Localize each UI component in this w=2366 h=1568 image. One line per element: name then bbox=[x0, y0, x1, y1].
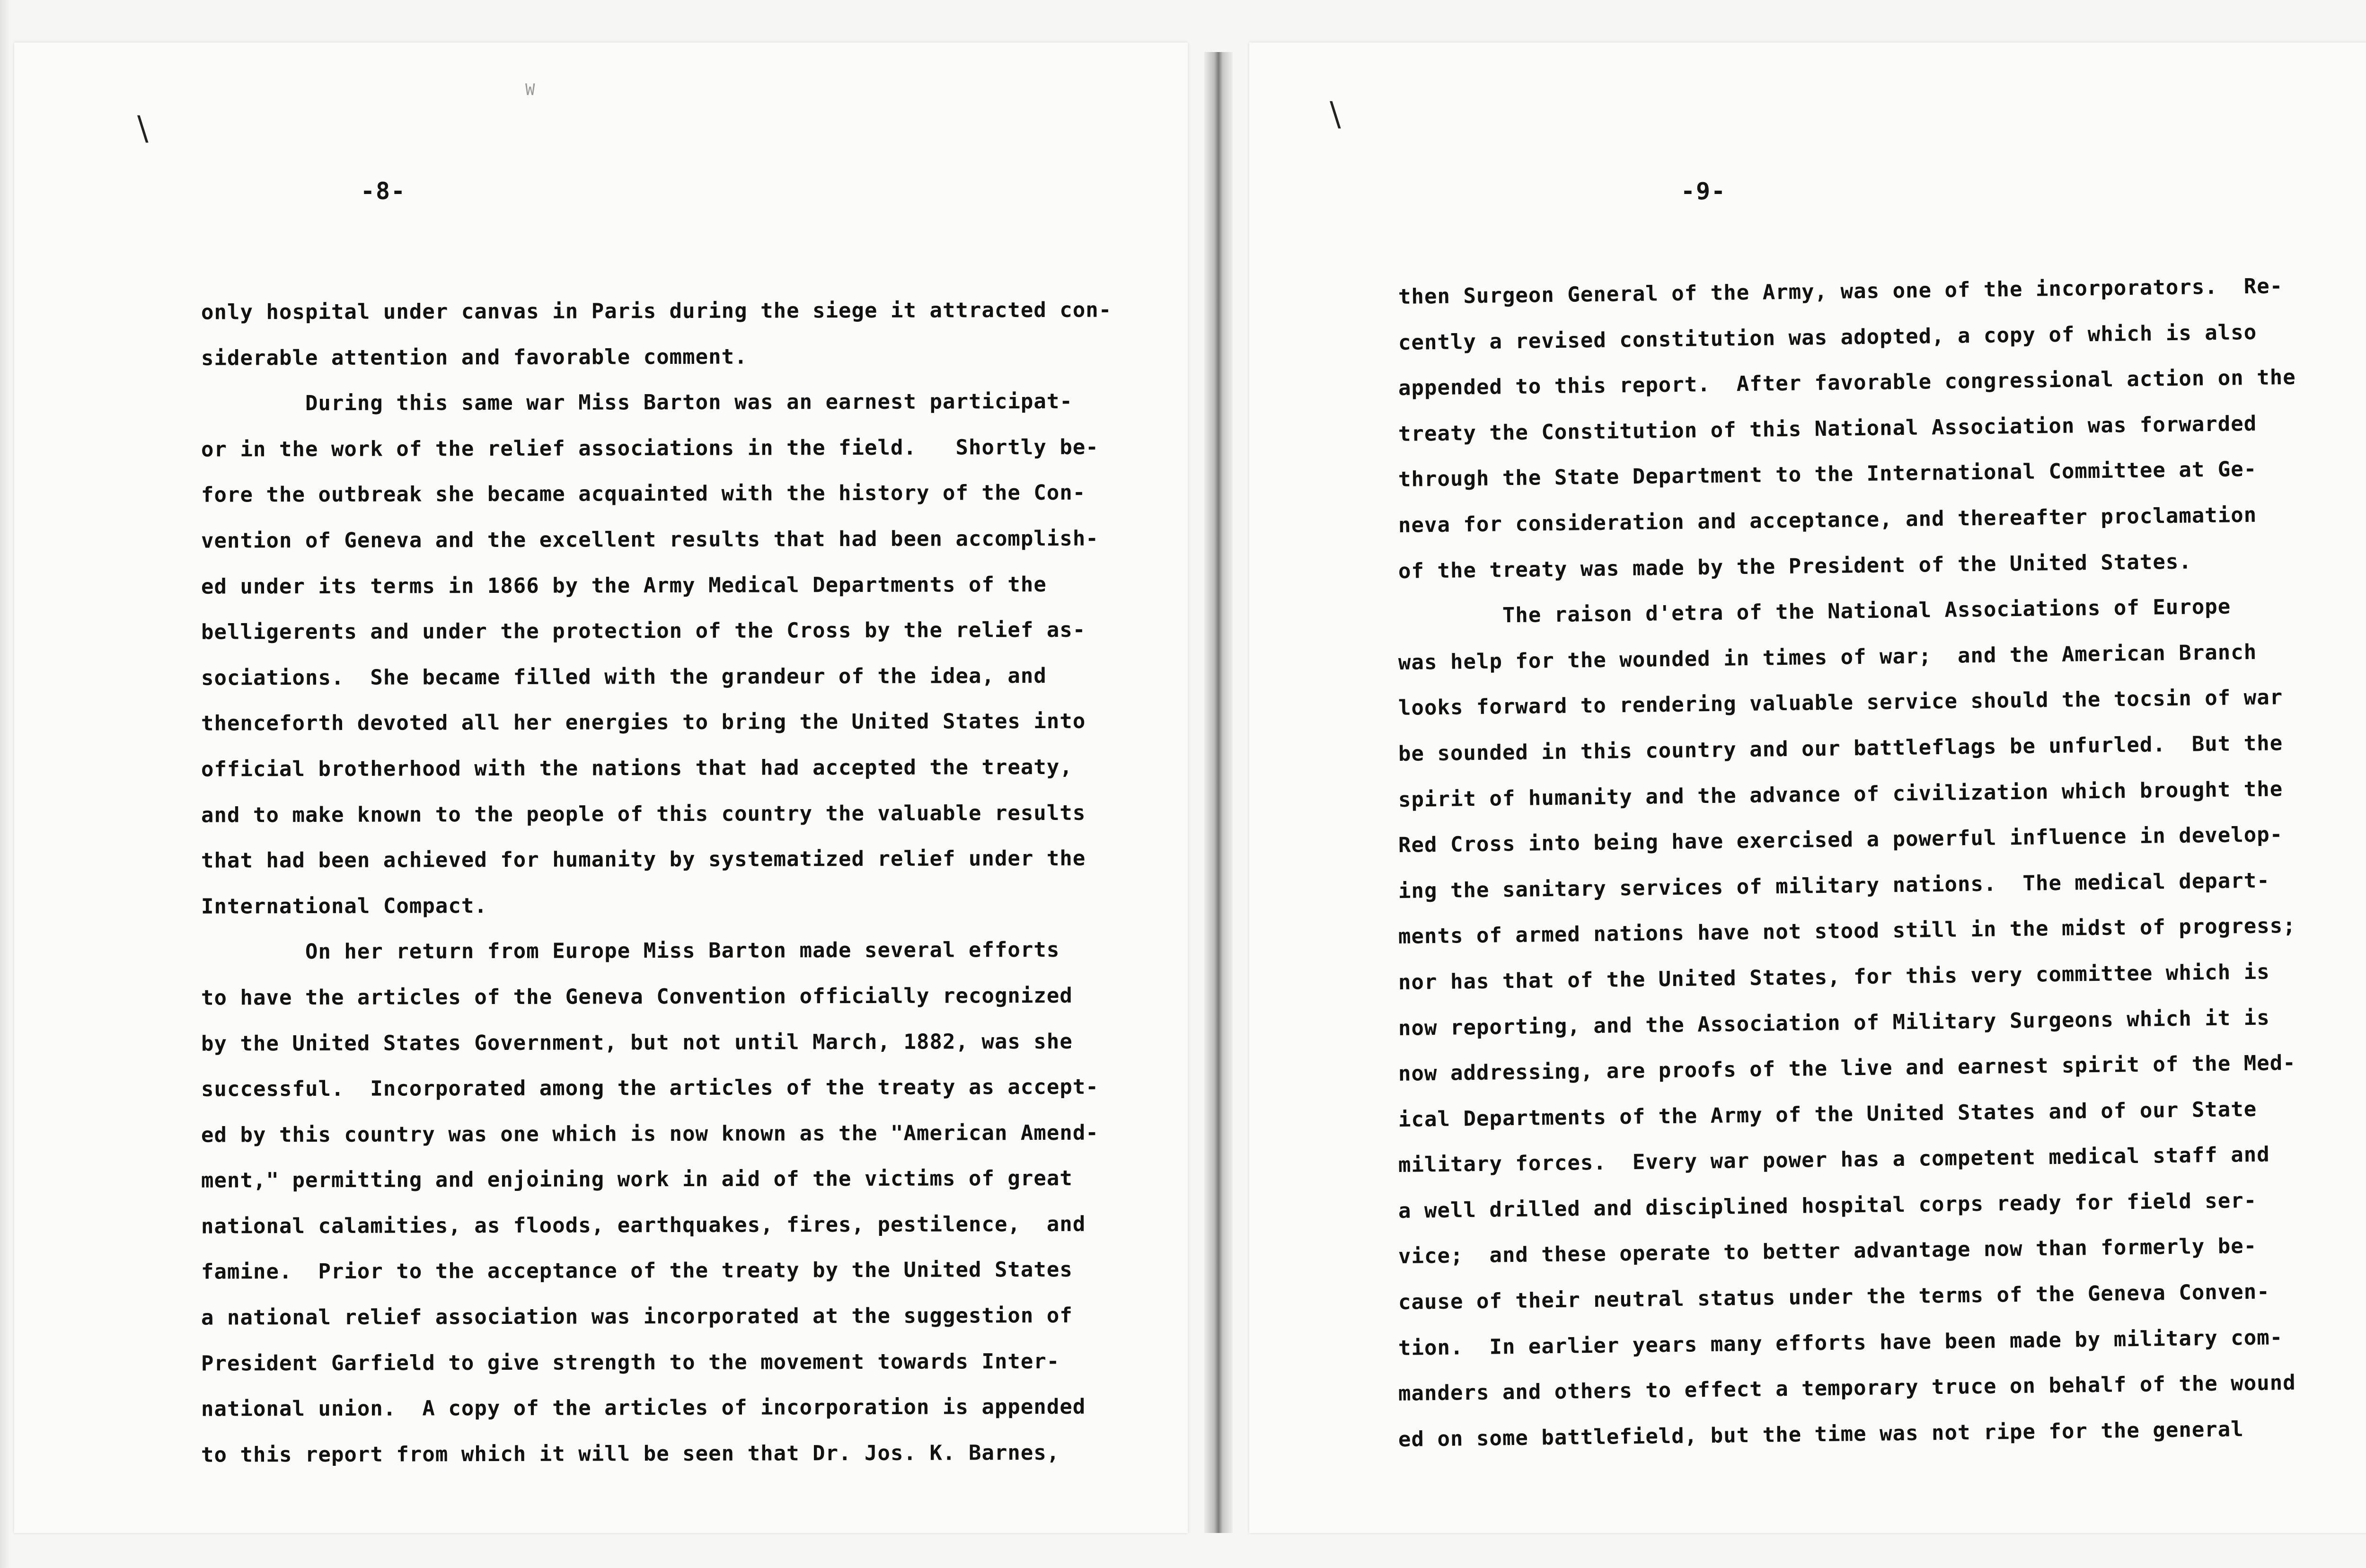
page-number: -8- bbox=[360, 177, 406, 205]
text-line: ments of armed nations have not stood still in the midst of progress; bbox=[1398, 914, 2296, 949]
text-line: manders and others to effect a temporary truce on behalf of the wound bbox=[1398, 1371, 2296, 1406]
page-8 bbox=[14, 43, 1188, 1533]
text-line: official brotherhood with the nations that had accepted the treaty, bbox=[201, 755, 1073, 782]
text-line: ing the sanitary services of military nations. The medical depart- bbox=[1398, 868, 2270, 903]
text-line: ment," permitting and enjoining work in aid of the victims of great bbox=[201, 1166, 1073, 1193]
book-gutter bbox=[1204, 52, 1233, 1533]
text-line: of the treaty was made by the President of the United States. bbox=[1398, 549, 2192, 583]
text-line: tion. In earlier years many efforts have been made by military com- bbox=[1398, 1325, 2283, 1360]
text-line: ed on some battlefield, but the time was not ripe for the general bbox=[1398, 1417, 2244, 1452]
text-line: was help for the wounded in times of war; and the American Branch bbox=[1398, 640, 2257, 675]
body-text bbox=[1398, 274, 2345, 1462]
page-number: -9- bbox=[1680, 177, 1727, 205]
text-line: that had been achieved for humanity by systematized relief under the bbox=[201, 846, 1086, 873]
text-line: On her return from Europe Miss Barton made several efforts bbox=[201, 938, 1060, 964]
text-line: by the United States Government, but not until March, 1882, was she bbox=[201, 1029, 1073, 1056]
text-line: belligerents and under the protection of the Cross by the relief as- bbox=[201, 617, 1086, 644]
text-line: During this same war Miss Barton was an earnest participat- bbox=[201, 389, 1073, 416]
text-line: and to make known to the people of this country the valuable results bbox=[201, 801, 1086, 828]
text-line: International Compact. bbox=[201, 893, 487, 919]
text-line: Red Cross into being have exercised a powerful influence in develop- bbox=[1398, 822, 2283, 858]
text-line: ed under its terms in 1866 by the Army Medical Departments of the bbox=[201, 572, 1047, 599]
text-line: be sounded in this country and our battleflags be unfurled. But the bbox=[1398, 731, 2283, 766]
text-line: only hospital under canvas in Paris during the siege it attracted con- bbox=[201, 298, 1112, 325]
text-line: spirit of humanity and the advance of civilization which brought the bbox=[1398, 776, 2283, 812]
text-line: a national relief association was incorporated at the suggestion of bbox=[201, 1303, 1073, 1330]
text-line: or in the work of the relief associations in the field. Shortly be- bbox=[201, 435, 1099, 462]
text-line: through the State Department to the International Committee at Ge- bbox=[1398, 457, 2257, 492]
text-line: ical Departments of the Army of the United States and of our State bbox=[1398, 1097, 2257, 1132]
text-line: fore the outbreak she became acquainted with the history of the Con- bbox=[201, 481, 1086, 507]
text-line: national union. A copy of the articles of incorporation is appended bbox=[201, 1394, 1086, 1421]
text-line: cause of their neutral status under the terms of the Geneva Conven- bbox=[1398, 1279, 2270, 1315]
text-line: cently a revised constitution was adopted, a copy of which is also bbox=[1398, 320, 2257, 355]
text-line: vice; and these operate to better advantage now than formerly be- bbox=[1398, 1234, 2257, 1269]
text-line: to this report from which it will be seen that Dr. Jos. K. Barnes, bbox=[201, 1440, 1060, 1467]
text-line: now addressing, are proofs of the live and earnest spirit of the Med- bbox=[1398, 1050, 2296, 1086]
text-line: appended to this report. After favorable congressional action on the bbox=[1398, 365, 2296, 401]
text-line: thenceforth devoted all her energies to bring the United States into bbox=[201, 709, 1086, 736]
text-line: sociations. She became filled with the grandeur of the idea, and bbox=[201, 663, 1047, 690]
stray-mark: W bbox=[525, 80, 535, 99]
text-line: a well drilled and disciplined hospital corps ready for field ser- bbox=[1398, 1188, 2257, 1223]
text-line: famine. Prior to the acceptance of the treaty by the United States bbox=[201, 1258, 1073, 1285]
text-line: now reporting, and the Association of Military Surgeons which it is bbox=[1398, 1005, 2270, 1040]
text-line: then Surgeon General of the Army, was one of the incorporators. Re- bbox=[1398, 274, 2283, 309]
text-line: ed by this country was one which is now known as the "American Amend- bbox=[201, 1120, 1099, 1147]
margin-tick-mark: \ bbox=[137, 109, 149, 148]
body-text bbox=[201, 289, 1148, 1477]
page-9 bbox=[1249, 43, 2366, 1533]
text-line: siderable attention and favorable comment. bbox=[201, 344, 748, 370]
text-line: vention of Geneva and the excellent results that had been accomplish- bbox=[201, 526, 1099, 553]
text-line: neva for consideration and acceptance, and thereafter proclamation bbox=[1398, 502, 2257, 537]
text-line: The raison d'etra of the National Associations of Europe bbox=[1398, 594, 2231, 629]
text-line: successful. Incorporated among the articles of the treaty as accept- bbox=[201, 1075, 1099, 1101]
text-line: nor has that of the United States, for this very committee which is bbox=[1398, 960, 2270, 995]
text-line: national calamities, as floods, earthquakes, fires, pestilence, and bbox=[201, 1212, 1086, 1239]
text-line: military forces. Every war power has a competent medical staff and bbox=[1398, 1142, 2270, 1178]
margin-tick-mark: \ bbox=[1330, 95, 1341, 133]
text-line: looks forward to rendering valuable service should the tocsin of war bbox=[1398, 685, 2283, 721]
text-line: treaty the Constitution of this National Association was forwarded bbox=[1398, 411, 2257, 446]
scan-left-edge bbox=[0, 0, 10, 1568]
text-line: President Garfield to give strength to the movement towards Inter- bbox=[201, 1349, 1060, 1376]
text-line: to have the articles of the Geneva Convention officially recognized bbox=[201, 983, 1073, 1010]
